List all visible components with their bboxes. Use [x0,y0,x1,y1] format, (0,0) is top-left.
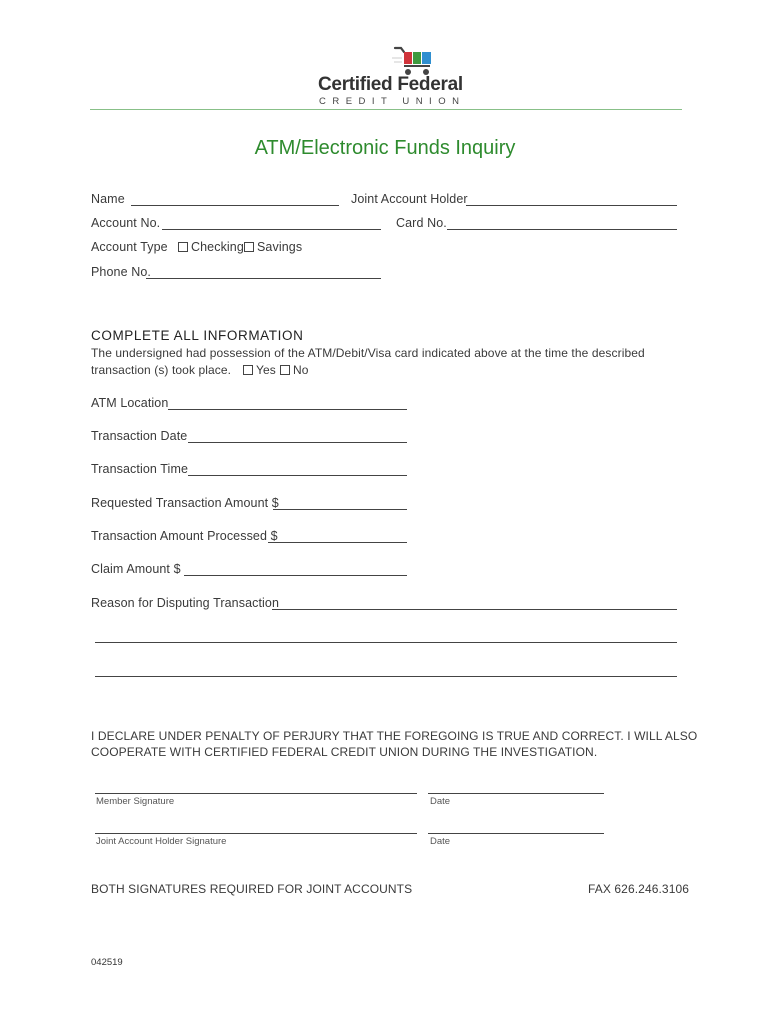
yes-checkbox[interactable] [243,365,253,375]
processed-amount-field[interactable] [268,542,407,543]
fax-number: FAX 626.246.3106 [588,882,690,896]
declaration-line-1: I DECLARE UNDER PENALTY OF PERJURY THAT THE FOREGOING IS TRUE AND CORRECT. I WILL ALSO [91,729,698,743]
form-code: 042519 [91,957,123,968]
claim-amount-label: Claim Amount $ [91,562,181,576]
card-no-field[interactable] [447,229,677,230]
reason-label: Reason for Disputing Transaction [91,596,280,610]
member-date-field[interactable] [428,793,604,794]
member-date-label: Date [430,796,451,807]
reason-field-line-3[interactable] [95,676,677,677]
header-divider [90,109,682,110]
joint-holder-label: Joint Account Holder [351,192,468,206]
checking-label: Checking [191,240,244,254]
yes-label: Yes [256,363,276,377]
joint-date-label: Date [430,836,451,847]
both-signatures-note: BOTH SIGNATURES REQUIRED FOR JOINT ACCOUNTS [91,882,413,896]
transaction-date-label: Transaction Date [91,429,188,443]
page-title: ATM/Electronic Funds Inquiry [254,137,516,159]
requested-amount-label: Requested Transaction Amount $ [91,496,279,510]
name-field[interactable] [131,205,339,206]
account-no-field[interactable] [162,229,381,230]
yes-option[interactable] [243,363,276,377]
reason-field[interactable] [272,609,677,610]
atm-location-label: ATM Location [91,396,169,410]
atm-location-field[interactable] [168,409,407,410]
transaction-time-label: Transaction Time [91,462,189,476]
no-checkbox[interactable] [280,365,290,375]
requested-amount-field[interactable] [273,509,407,510]
section-heading: COMPLETE ALL INFORMATION [91,328,304,343]
transaction-time-field[interactable] [188,475,407,476]
phone-no-label: Phone No. [91,265,151,279]
statement-line-1: The undersigned had possession of the ATM/Debit/Visa card indicated above at the time the described [91,346,645,360]
account-type-label: Account Type [91,240,168,254]
card-no-label: Card No. [396,216,447,230]
claim-amount-field[interactable] [184,575,407,576]
logo-name: Certified Federal [318,74,463,95]
checking-option[interactable] [178,240,244,254]
joint-signature-label: Joint Account Holder Signature [96,836,227,847]
joint-date-field[interactable] [428,833,604,834]
joint-holder-field[interactable] [466,205,677,206]
savings-checkbox[interactable] [244,242,254,252]
member-signature-label: Member Signature [96,796,175,807]
name-label: Name [91,192,125,206]
no-option[interactable] [280,363,309,377]
statement-line-2: transaction (s) took place. [91,363,232,377]
savings-label: Savings [257,240,303,254]
joint-signature-field[interactable] [95,833,417,834]
declaration-line-2: COOPERATE WITH CERTIFIED FEDERAL CREDIT UNION DURING THE INVESTIGATION. [91,745,598,759]
no-label: No [293,363,309,377]
logo-tagline: CREDIT UNION [319,96,466,107]
checking-checkbox[interactable] [178,242,188,252]
transaction-date-field[interactable] [188,442,407,443]
processed-amount-label: Transaction Amount Processed $ [91,529,278,543]
reason-field-line-2[interactable] [95,642,677,643]
account-no-label: Account No. [91,216,161,230]
member-signature-field[interactable] [95,793,417,794]
phone-no-field[interactable] [146,278,381,279]
savings-option[interactable] [244,240,302,254]
